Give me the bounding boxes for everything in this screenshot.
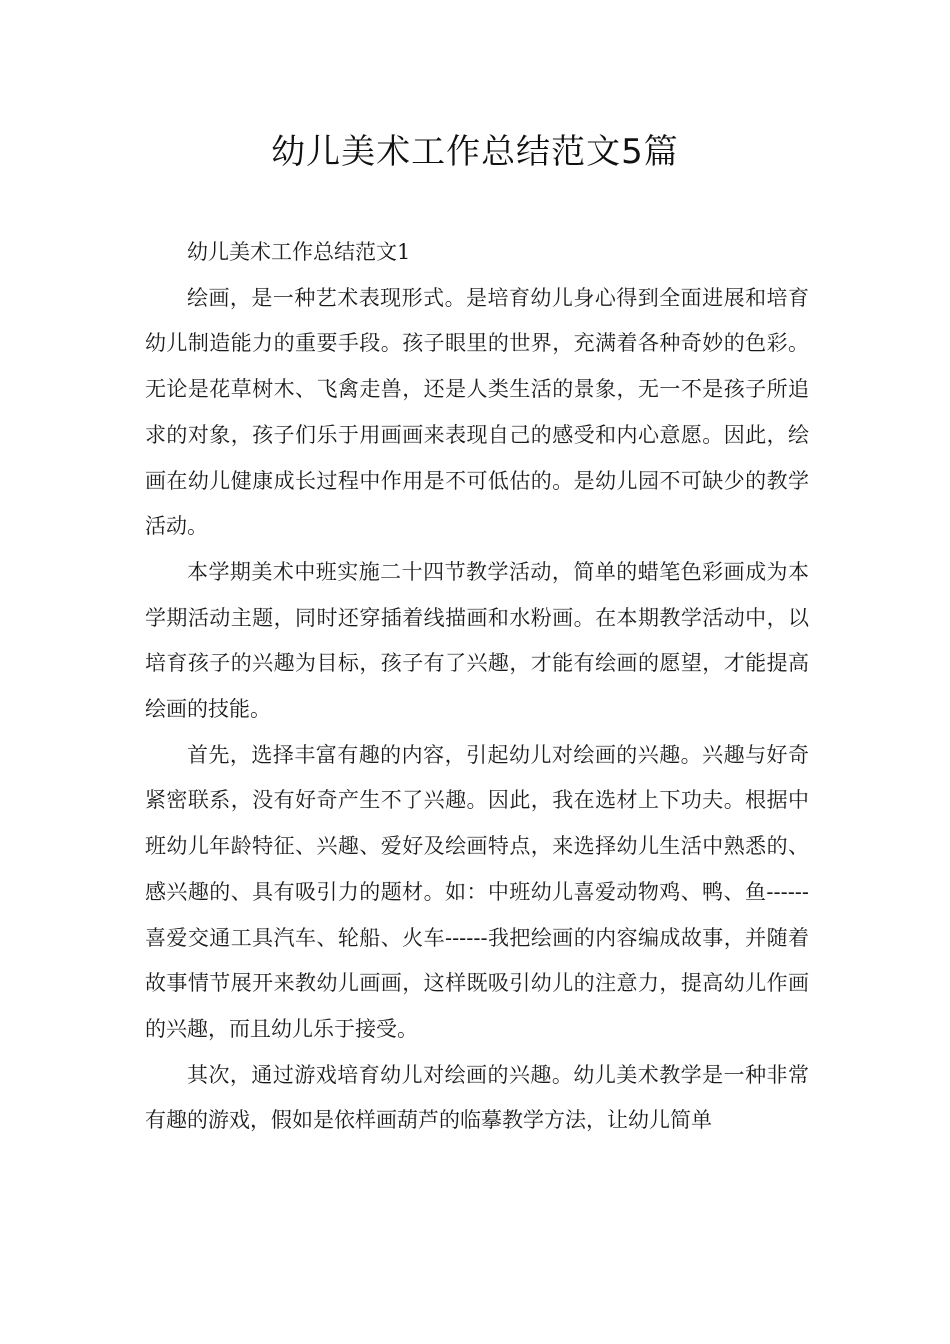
paragraph-4: 其次，通过游戏培育幼儿对绘画的兴趣。幼儿美术教学是一种非常有趣的游戏，假如是依样画葫芦的临摹教学方法，让幼儿简单 xyxy=(145,1062,809,1133)
paragraph-2: 本学期美术中班实施二十四节教学活动，简单的蜡笔色彩画成为本学期活动主题，同时还穿插着线描画和水粉画。在本期教学活动中，以培育孩子的兴趣为目标，孩子有了兴趣，才能有绘画的愿望，才能提高绘画的技能。 xyxy=(145,559,809,722)
section-heading: 幼儿美术工作总结范文1 xyxy=(187,240,411,264)
paragraph-1: 绘画，是一种艺术表现形式。是培育幼儿身心得到全面进展和培育幼儿制造能力的重要手段。孩子眼里的世界，充满着各种奇妙的色彩。无论是花草树木、飞禽走兽，还是人类生活的景象，无一不是孩子所追求的对象，孩子们乐于用画画来表现自己的感受和内心意愿。因此，绘画在幼儿健康成长过程中作用是不可低估的。是幼儿园不可缺少的教学活动。 xyxy=(145,285,809,539)
document-title: 幼儿美术工作总结范文5篇 xyxy=(271,132,679,172)
paragraph-3: 首先，选择丰富有趣的内容，引起幼儿对绘画的兴趣。兴趣与好奇紧密联系，没有好奇产生不了兴趣。因此，我在选材上下功夫。根据中班幼儿年龄特征、兴趣、爱好及绘画特点，来选择幼儿生活中熟悉的、感兴趣的、具有吸引力的题材。如：中班幼儿喜爱动物鸡、鸭、鱼------喜爱交通工具汽车、轮船、火车------我把绘画的内容编成故事，并随着故事情节展开来教幼儿画画，这样既吸引幼儿的注意力，提高幼儿作画的兴趣，而且幼儿乐于接受。 xyxy=(145,742,809,1041)
document-body xyxy=(145,230,809,1144)
